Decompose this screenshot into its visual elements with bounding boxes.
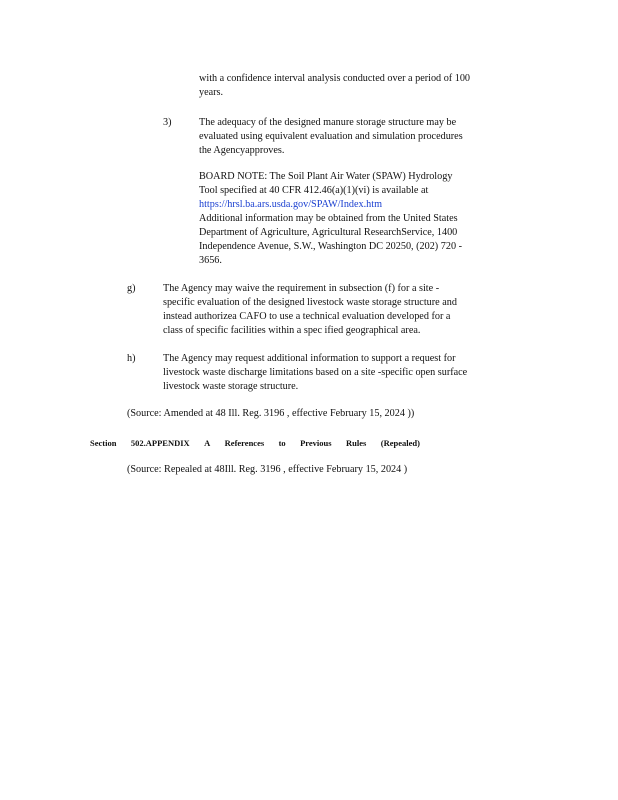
board-note-line: Department of Agriculture, Agricultural ResearchService, 1400 — [199, 227, 458, 238]
item-g-line: instead authorizea CAFO to use a technical evaluation developed for a — [163, 311, 451, 322]
section-heading-word: A — [204, 438, 211, 448]
source-note: (Source: Repealed at 48Ill. Reg. 3196 , effective February 15, 2024 ) — [127, 464, 408, 475]
section-heading-word: to — [278, 438, 286, 448]
item3-line: the Agencyapproves. — [199, 145, 285, 156]
item3-line: The adequacy of the designed manure storage structure may be — [199, 117, 457, 128]
item-h-line: The Agency may request additional information to support a request for — [163, 353, 456, 364]
continuation-line: with a confidence interval analysis conducted over a period of 100 — [199, 73, 471, 84]
board-note-line: Tool specified at 40 CFR 412.46(a)(1)(vi) is available at — [199, 185, 429, 196]
board-note-line: Additional information may be obtained from the United States — [199, 213, 458, 224]
section-heading-word: Section — [90, 438, 117, 448]
board-note-line: BOARD NOTE: The Soil Plant Air Water (SPAW) Hydrology — [199, 171, 453, 182]
item-marker: h) — [127, 353, 136, 364]
section-heading-word: 502.APPENDIX — [130, 438, 190, 448]
item-marker: g) — [127, 283, 136, 294]
item-h-line: livestock waste discharge limitations based on a site -specific open surface — [163, 367, 468, 378]
board-note-line: 3656. — [199, 255, 222, 266]
item-g-line: class of specific facilities within a spec ified geographical area. — [163, 325, 421, 336]
section-heading-word: References — [224, 438, 265, 448]
section-heading-word: Previous — [300, 438, 332, 448]
section-heading-word: Rules — [346, 438, 367, 448]
board-note-line: Independence Avenue, S.W., Washington DC 20250, (202) 720 - — [199, 241, 462, 252]
section-heading — [90, 437, 420, 449]
continuation-line: years. — [199, 87, 224, 98]
item-marker: 3) — [163, 117, 172, 128]
spaw-link[interactable]: https://hrsl.ba.ars.usda.gov/SPAW/Index.htm — [199, 199, 383, 210]
source-note: (Source: Amended at 48 Ill. Reg. 3196 , effective February 15, 2024 )) — [127, 408, 415, 419]
section-heading-word: (Repealed) — [380, 438, 420, 448]
item-g-line: The Agency may waive the requirement in subsection (f) for a site - — [163, 283, 440, 294]
item-g-line: specific evaluation of the designed livestock waste storage structure and — [163, 297, 457, 308]
item3-line: evaluated using equivalent evaluation and simulation procedures — [199, 131, 463, 142]
item-h-line: livestock waste storage structure. — [163, 381, 299, 392]
